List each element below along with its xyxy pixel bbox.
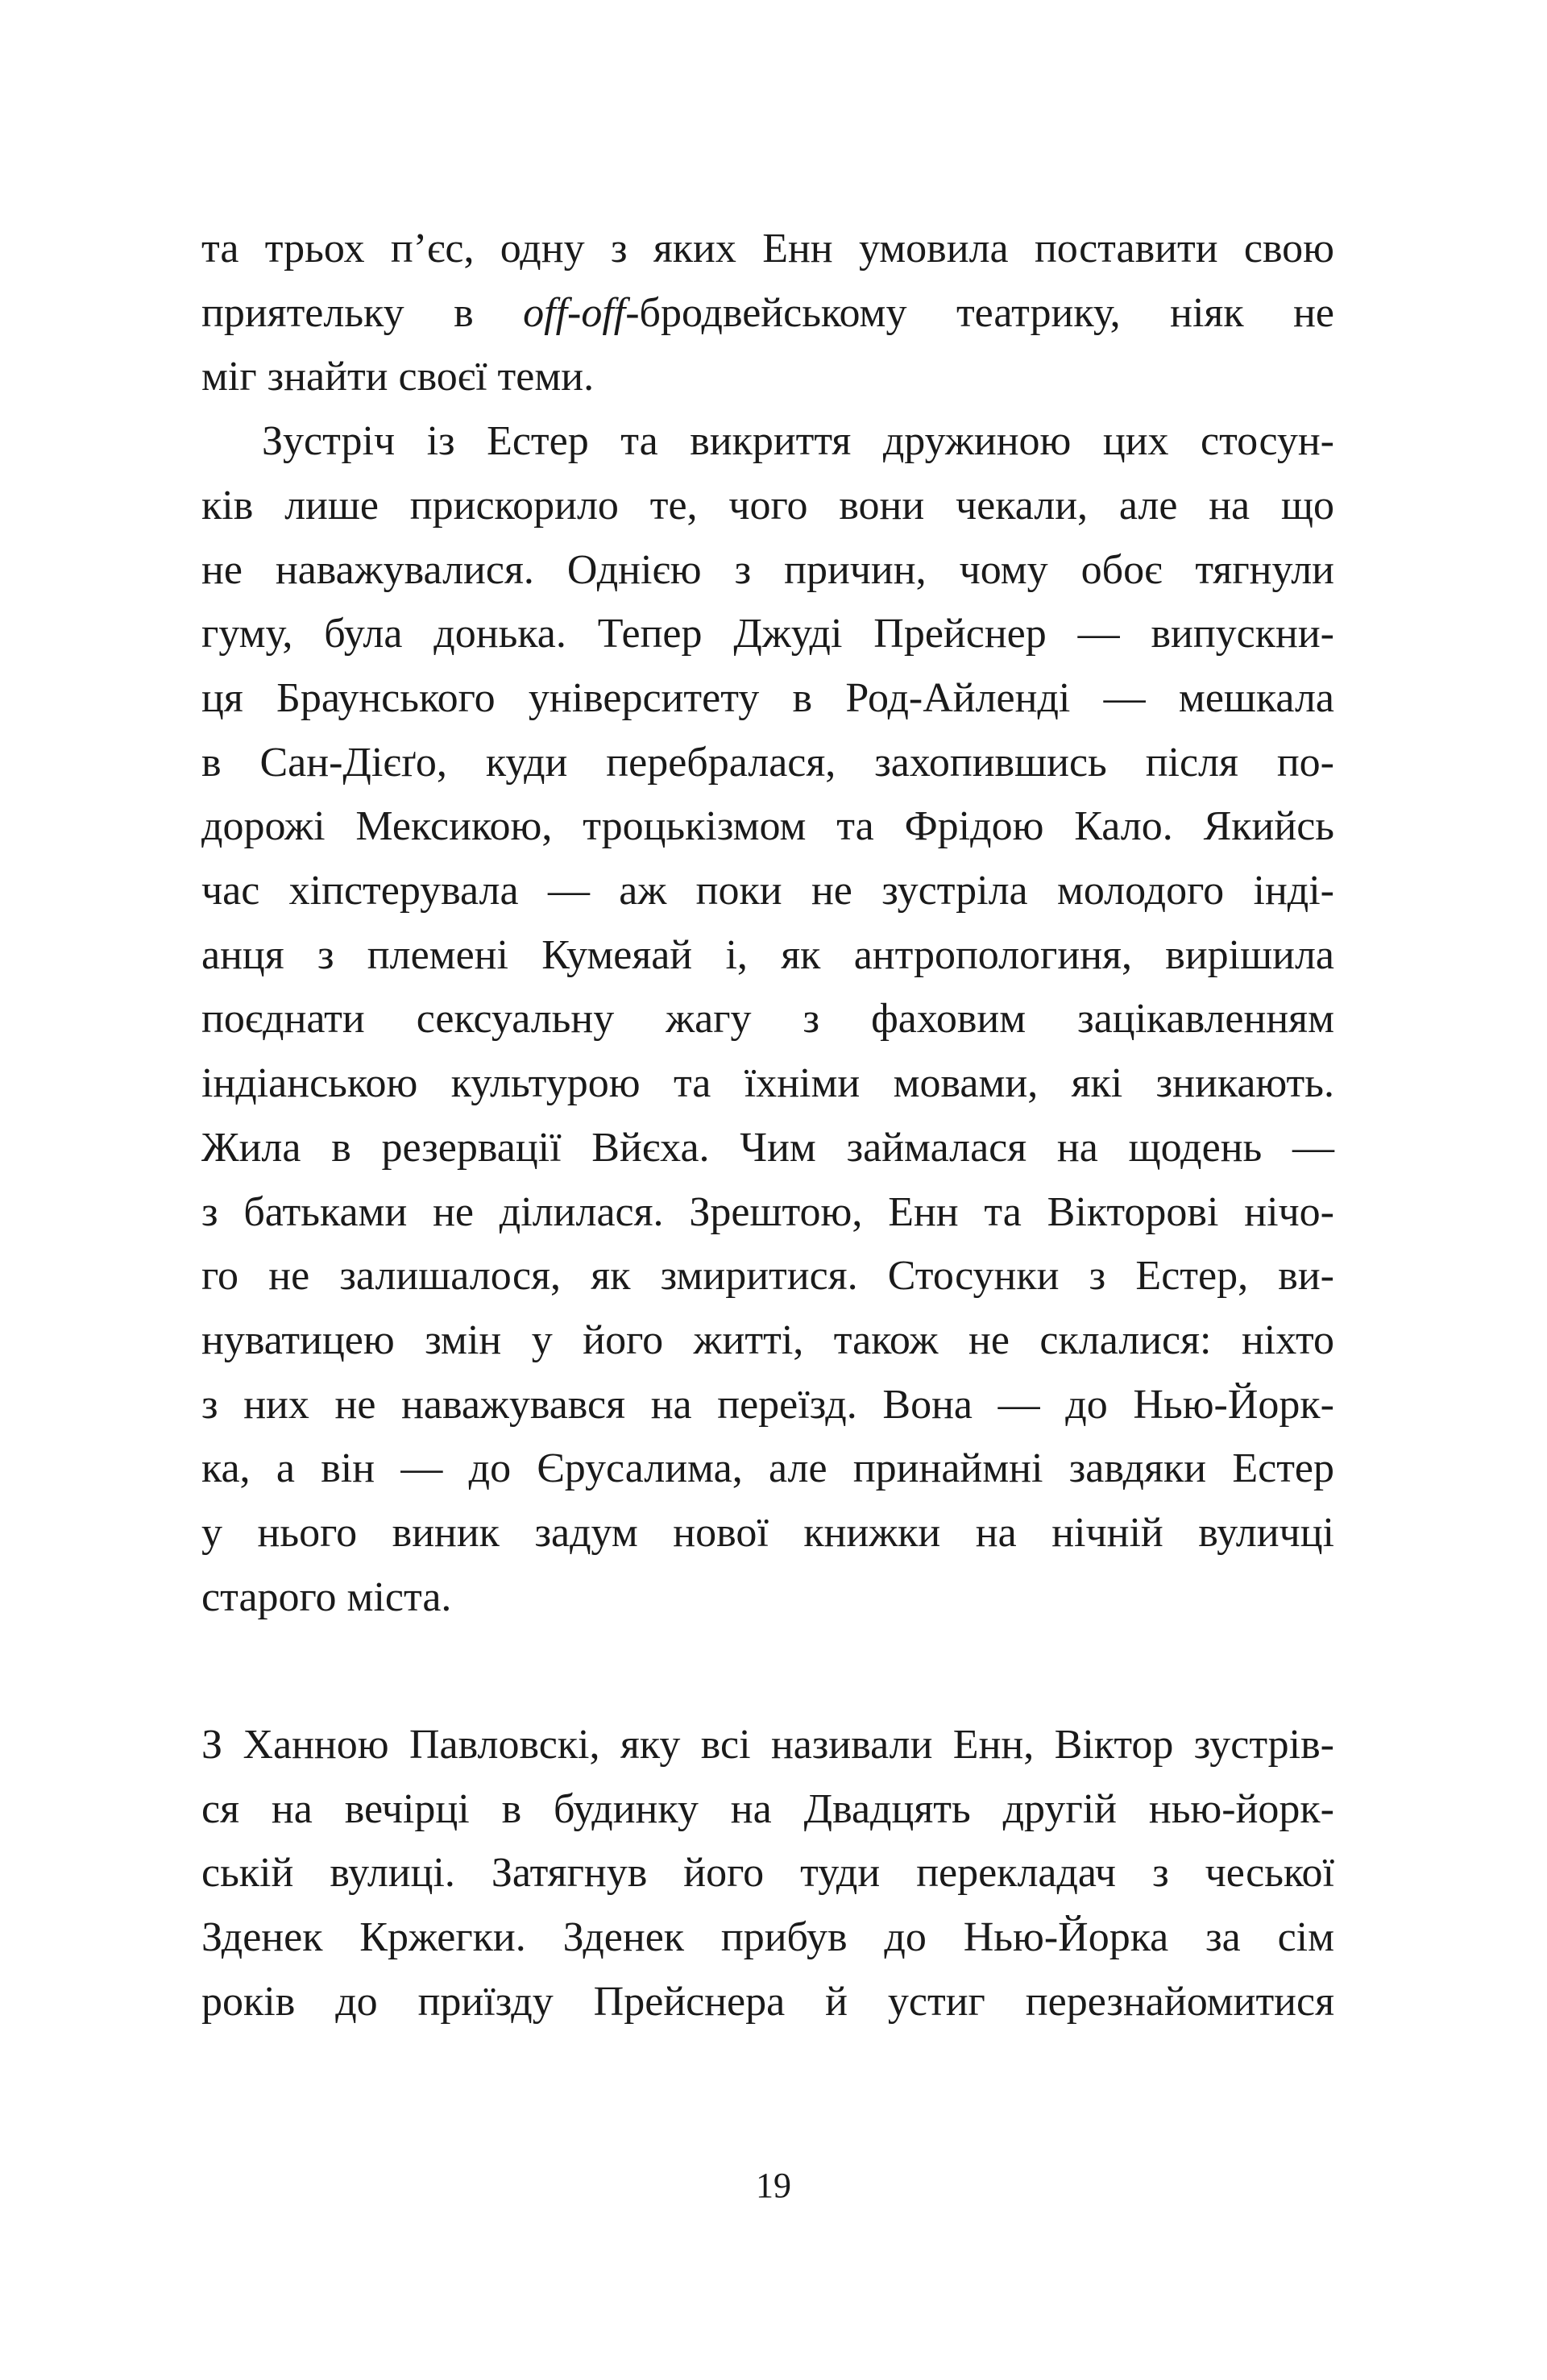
text-line: Зустріч із Естер та викриття дружиною цих стосун- [262, 418, 1334, 465]
page-number: 19 [756, 2166, 791, 2205]
text-line: міг знайти своєї теми. [201, 354, 595, 400]
text-line: го не залишалося, як змиритися. Стосунки з Естер, ви- [201, 1253, 1334, 1300]
text-line [201, 281, 1334, 346]
text-line: з них не наважувався на переїзд. Вона — до Нью-Йорк- [201, 1381, 1334, 1428]
text-line: індіанською культурою та їхніми мовами, які зникають. [201, 1060, 1334, 1107]
text-line: гуму, була донька. Тепер Джуді Прейснер — випускни- [201, 611, 1334, 657]
text-line-content [201, 281, 1334, 346]
text-line: дорожі Мексикою, троцькізмом та Фрідою Кало. Якийсь [201, 803, 1334, 850]
text-line: ків лише прискорило те, чого вони чекали, але на що [201, 482, 1334, 529]
italic-text-run: off-off [523, 289, 626, 336]
text-run: -бродвейському театрику, ніяк не [625, 289, 1334, 336]
text-line: старого міста. [201, 1574, 452, 1620]
text-line: та трьох п’єс, одну з яких Енн умовила поставити свою [201, 226, 1334, 272]
text-line: Жила в резервації Вйєха. Чим займалася на щодень — [201, 1124, 1334, 1171]
text-line: ця Браунського університету в Род-Айленді — мешкала [201, 674, 1334, 721]
text-line: час хіпстерувала — аж поки не зустріла молодого інді- [201, 868, 1334, 914]
text-line: ській вулиці. Затягнув його туди перекладач з чеської [201, 1850, 1334, 1897]
text-run: приятельку в [201, 289, 524, 336]
text-line: ся на вечірці в будинку на Двадцять другій нью-йорк- [201, 1785, 1334, 1832]
text-line: З Ханною Павловскі, яку всі називали Енн, Віктор зустрів- [201, 1722, 1334, 1768]
text-line: нуватицею змін у його житті, також не склалися: ніхто [201, 1316, 1334, 1363]
text-line: у нього виник задум нової книжки на нічній вуличці [201, 1510, 1334, 1556]
text-line: з батьками не ділилася. Зрештою, Енн та Вікторові нічо- [201, 1188, 1334, 1235]
text-line: ка, а він — до Єрусалима, але принаймні завдяки Естер [201, 1445, 1334, 1492]
text-line: не наважувалися. Однією з причин, чому обоє тягнули [201, 546, 1334, 593]
text-line: років до приїзду Прейснера й устиг перезнайомитися [201, 1978, 1334, 2025]
text-line: в Сан-Дієґо, куди перебралася, захопившись після по- [201, 739, 1334, 786]
text-line: поєднати сексуальну жагу з фаховим зацікавленням [201, 996, 1334, 1043]
text-line: Зденек Кржегки. Зденек прибув до Нью-Йорка за сім [201, 1914, 1334, 1961]
text-line: анця з племені Кумеяай і, як антропологиня, вирішила [201, 931, 1334, 978]
